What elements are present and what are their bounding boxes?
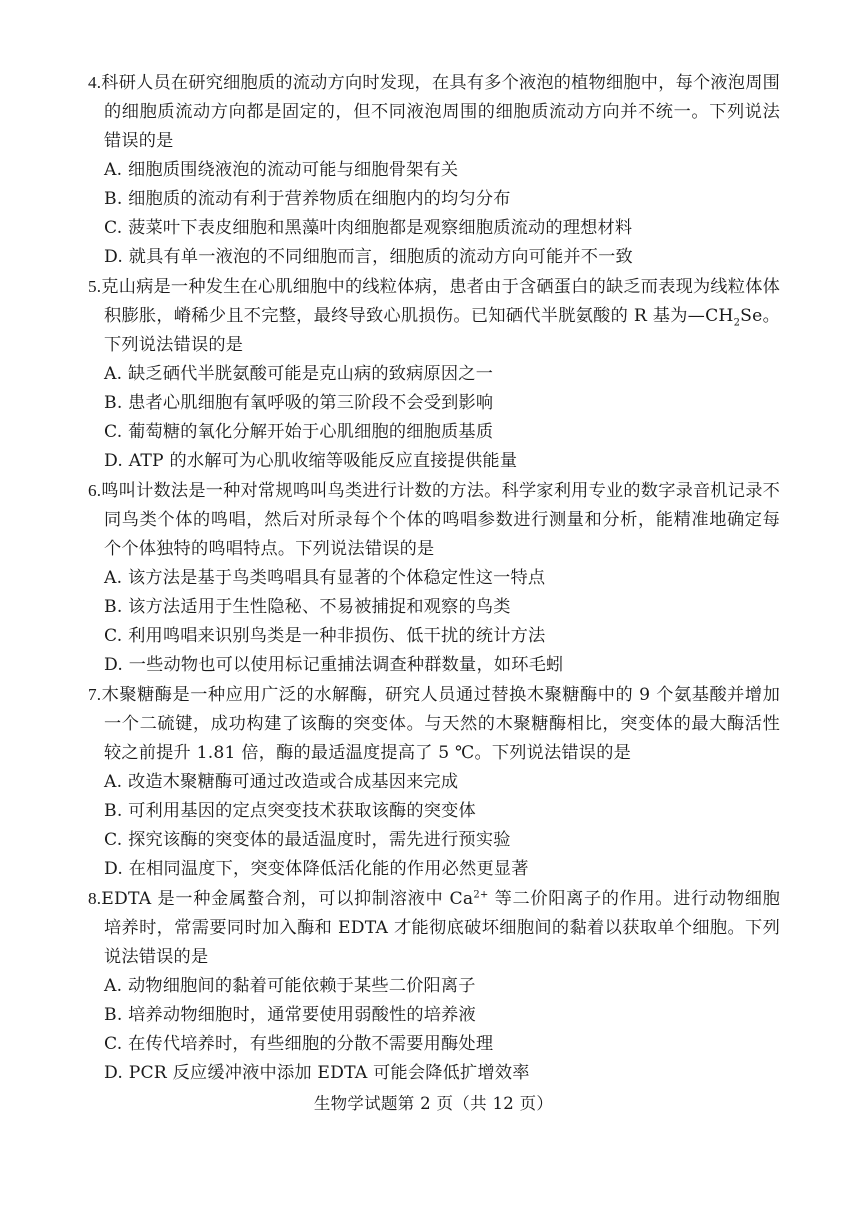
option-d: D. PCR 反应缓冲液中添加 EDTA 可能会降低扩增效率	[104, 1063, 530, 1083]
option-a: A. 该方法是基于鸟类鸣唱具有显著的个体稳定性这一特点	[104, 568, 546, 588]
question-stem	[88, 272, 780, 360]
question-5	[88, 272, 780, 476]
option-a: A. 改造木聚糖酶可通过改造或合成基因来完成	[104, 772, 459, 792]
subscript: 2	[733, 317, 741, 329]
question-text: 木聚糖酶是一种应用广泛的水解酶，研究人员通过替换木聚糖酶中的 9 个氨基酸并增加一个二硫键，成功构建了该酶的突变体。与天然的木聚糖酶相比，突变体的最大酶活性较之前提升 1.81 倍，酶的最适温度提高了 5 ℃。下列说法错误的是	[101, 685, 780, 763]
option-d: D. ATP 的水解可为心肌收缩等吸能反应直接提供能量	[104, 451, 518, 471]
option-a: A. 动物细胞间的黏着可能依赖于某些二价阳离子	[104, 976, 476, 996]
option-b: B. 患者心肌细胞有氧呼吸的第三阶段不会受到影响	[104, 393, 494, 413]
question-text-cont: Se。下列说法错误的是	[104, 306, 780, 355]
option-c: C. 利用鸣唱来识别鸟类是一种非损伤、低干扰的统计方法	[104, 626, 546, 646]
question-number: 7.	[88, 685, 102, 704]
option-c: C. 葡萄糖的氧化分解开始于心肌细胞的细胞质基质	[104, 422, 494, 442]
question-text: EDTA 是一种金属螯合剂，可以抑制溶液中 Ca	[101, 889, 474, 909]
option-d: D. 在相同温度下，突变体降低活化能的作用必然更显著	[104, 859, 529, 879]
option-c: C. 在传代培养时，有些细胞的分散不需要用酶处理	[104, 1034, 494, 1054]
exam-page	[88, 68, 780, 1088]
question-4	[88, 68, 780, 272]
question-number: 8.	[88, 889, 102, 908]
question-number: 5.	[88, 277, 102, 296]
question-stem	[88, 68, 780, 156]
page-footer: 生物学试题第 2 页（共 12 页）	[313, 1094, 554, 1113]
question-text: 鸣叫计数法是一种对常规鸣叫鸟类进行计数的方法。科学家利用专业的数字录音机记录不同鸟类个体的鸣唱，然后对所录每个个体的鸣唱参数进行测量和分析，能精准地确定每个个体独特的鸣唱特点。下列说法错误的是	[101, 481, 780, 559]
option-b: B. 细胞质的流动有利于营养物质在细胞内的均匀分布	[104, 189, 511, 209]
question-7	[88, 680, 780, 884]
question-text-cont: 等二价阳离子的作用。进行动物细胞培养时，常需要同时加入酶和 EDTA 才能彻底破坏细胞间的黏着以获取单个细胞。下列说法错误的是	[104, 889, 780, 967]
question-stem	[88, 680, 780, 768]
question-text: 科研人员在研究细胞质的流动方向时发现，在具有多个液泡的植物细胞中，每个液泡周围的细胞质流动方向都是固定的，但不同液泡周围的细胞质流动方向并不统一。下列说法错误的是	[101, 73, 780, 151]
option-d: D. 就具有单一液泡的不同细胞而言，细胞质的流动方向可能并不一致	[104, 247, 633, 267]
question-stem	[88, 884, 780, 972]
question-text: 克山病是一种发生在心肌细胞中的线粒体病，患者由于含硒蛋白的缺乏而表现为线粒体体积膨胀，嵴稀少且不完整，最终导致心肌损伤。已知硒代半胱氨酸的 R 基为—CH	[101, 277, 780, 326]
option-b: B. 可利用基因的定点突变技术获取该酶的突变体	[104, 801, 476, 821]
option-c: C. 菠菜叶下表皮细胞和黑藻叶肉细胞都是观察细胞质流动的理想材料	[104, 218, 633, 238]
option-b: B. 该方法适用于生性隐秘、不易被捕捉和观察的鸟类	[104, 597, 511, 617]
option-a: A. 细胞质围绕液泡的流动可能与细胞骨架有关	[104, 160, 459, 180]
option-a: A. 缺乏硒代半胱氨酸可能是克山病的致病原因之一	[104, 364, 494, 384]
question-number: 6.	[88, 481, 102, 500]
option-c: C. 探究该酶的突变体的最适温度时，需先进行预实验	[104, 830, 511, 850]
question-number: 4.	[88, 73, 102, 92]
option-d: D. 一些动物也可以使用标记重捕法调查种群数量，如环毛蚓	[104, 655, 564, 675]
question-6	[88, 476, 780, 680]
question-stem	[88, 476, 780, 564]
option-b: B. 培养动物细胞时，通常要使用弱酸性的培养液	[104, 1005, 476, 1025]
superscript: 2+	[473, 889, 489, 901]
question-8	[88, 884, 780, 1088]
